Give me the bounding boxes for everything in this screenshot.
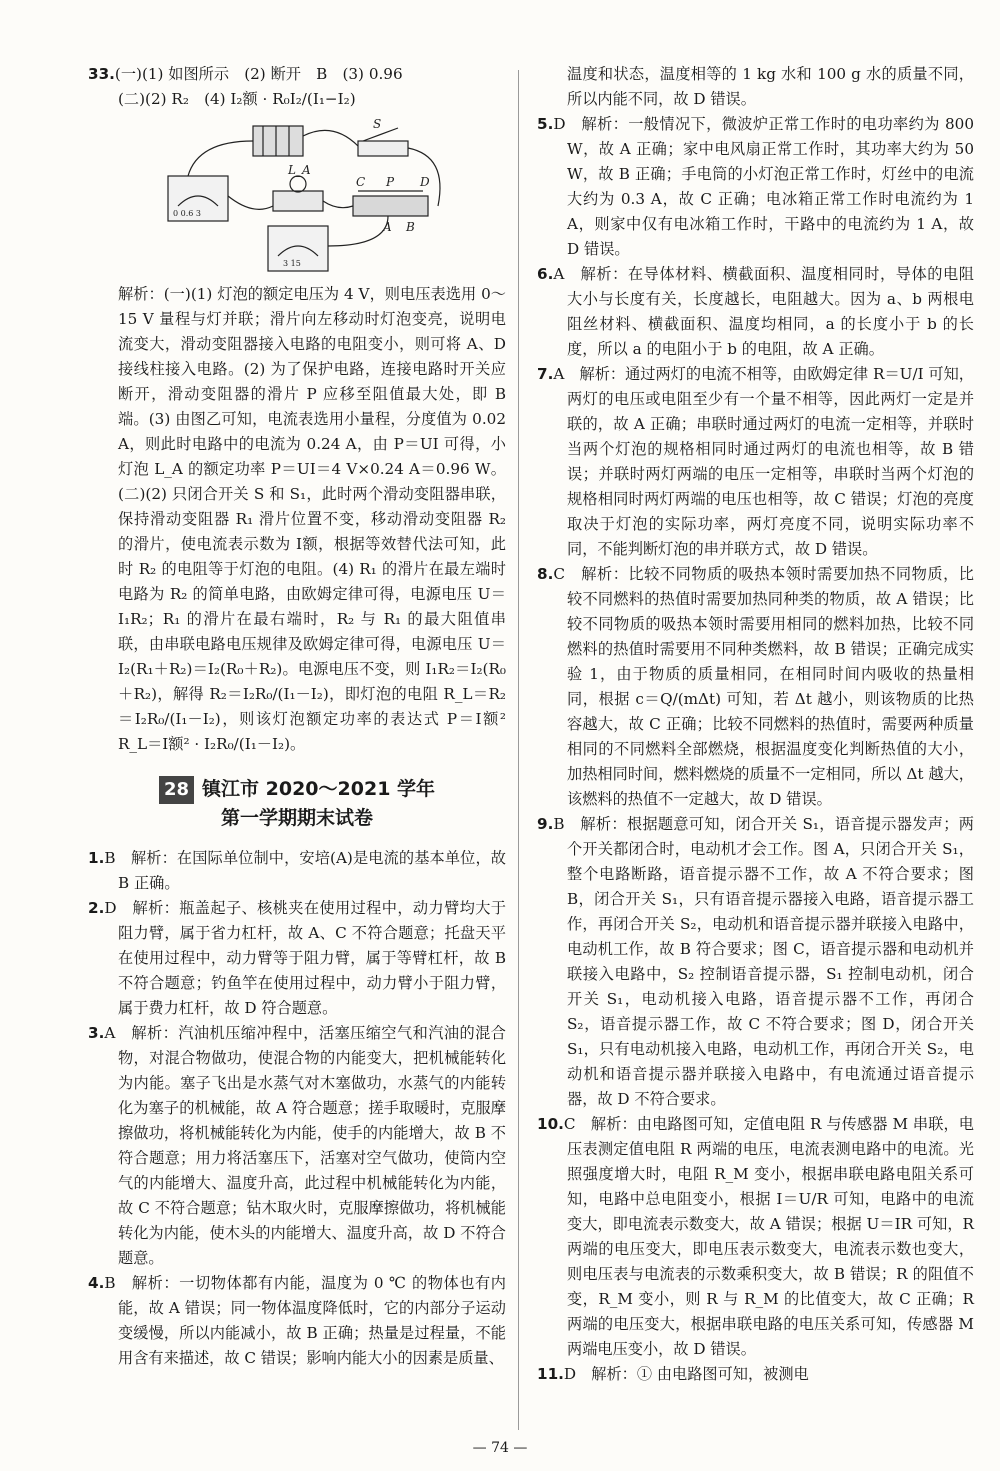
answer-33-line1: 33.(一)(1) 如图所示 (2) 断开 B (3) 0.96: [88, 65, 403, 83]
question-6: 6.A 解析：在导体材料、横截面积、温度相同时，导体的电阻大小与长度有关，长度越长，电阻越大。因为 a、b 两根电阻丝材料、横截面积、温度均相同，a 的长度小于 b 的长度，所以 a 的电阻小于 b 的电阻，故 A 正确。: [537, 265, 974, 358]
question-10: 10.C 解析：由电路图可知，定值电阻 R 与传感器 M 串联，电压表测定值电阻 R 两端的电压，电流表测电路中的电流。光照强度增大时，电阻 R_M 变小，根据串联电路电阻关系可知，电路中总电阻变小，根据 I＝U/R 可知，电路中的电流变大，即电流表示数变大，故 A 错误；根据 U＝IR 可知，R 两端的电压变大，即电压表示数变大，电流表示数也变大，则电压表与电流表的示数乘积变大，故 B 错误；R 的阻值不变，R_M 变小，则 R 与 R_M 的比值变大，故 C 正确；R 两端的电压变大，根据串联电路的电压关系可知，传感器 M 两端电压变小，故 D 错误。: [537, 1115, 974, 1358]
question-1: 1.B 解析：在国际单位制中，安培(A)是电流的基本单位，故 B 正确。: [88, 849, 506, 892]
label-d: D: [420, 175, 430, 189]
label-a: A: [383, 220, 392, 234]
lamp-icon: [273, 191, 323, 211]
label-la: L_A: [288, 163, 311, 177]
section-number: 28: [159, 776, 194, 804]
column-divider: [518, 70, 519, 1430]
answer-33-line2: (二)(2) R₂ (4) I₂额 · R₀I₂/(I₁−I₂): [118, 90, 356, 108]
page-number: — 74 —: [472, 1440, 528, 1456]
label-p: P: [386, 175, 395, 189]
left-column: [88, 62, 506, 1371]
rheostat-icon: [353, 196, 428, 216]
label-s: S: [373, 117, 382, 131]
section-title-line1: 镇江市 2020～2021 学年: [202, 778, 436, 800]
circuit-diagram: [158, 116, 458, 276]
section-heading: [88, 775, 506, 832]
label-b: B: [406, 220, 415, 234]
label-meter2: 3 15: [283, 259, 301, 268]
question-2: 2.D 解析：瓶盖起子、核桃夹在使用过程中，动力臂均大于阻力臂，属于省力杠杆，故 A、C 不符合题意；托盘天平在使用过程中，动力臂等于阻力臂，属于等臂杠杆，故 B 不符合题意；钓鱼竿在使用过程中，动力臂小于阻力臂，属于费力杠杆，故 D 符合题意。: [88, 899, 506, 1017]
section-title-line2: 第一学期期末试卷: [220, 807, 373, 829]
question-7: 7.A 解析：通过两灯的电流不相等，由欧姆定律 R＝U/I 可知，两灯的电压或电阻至少有一个量不相等，因此两灯一定是并联的，故 A 正确；串联时通过两灯的电流一定相等，并联时当两个灯泡的规格相同时通过两灯的电流也相等，故 B 错误；并联时两灯两端的电压一定相等，串联时当两个灯泡的规格相同时两灯两端的电压也相等，故 C 错误；灯泡的亮度取决于灯泡的实际功率，两灯亮度不同，说明实际功率不同，不能判断灯泡的串并联方式，故 D 错误。: [537, 365, 974, 558]
question-4: 4.B 解析：一切物体都有内能，温度为 0 ℃ 的物体也有内能，故 A 错误；同一物体温度降低时，它的内部分子运动变缓慢，所以内能减小，故 B 正确；热量是过程量，不能用含有来描述，故 C 错误；影响内能大小的因素是质量、: [88, 1274, 506, 1367]
question-5: 5.D 解析：一般情况下，微波炉正常工作时的电功率约为 800 W，故 A 正确；家中电风扇正常工作时，其功率大约为 50 W，故 B 正确；手电筒的小灯泡正常工作时，灯丝中的电流大约为 0.3 A，故 C 正确；电冰箱正常工作时电流约为 1 A，则家中仅有电冰箱工作时，干路中的电流约为 1 A，故 D 错误。: [537, 115, 974, 258]
right-column: [537, 62, 974, 1387]
circuit-svg: [158, 116, 458, 276]
battery-icon: [253, 126, 303, 156]
question-11: 11.D 解析：① 由电路图可知，被测电: [537, 1365, 809, 1383]
label-c: C: [356, 175, 366, 189]
question-3: 3.A 解析：汽油机压缩冲程中，活塞压缩空气和汽油的混合物，对混合物做功，使混合物的内能变大，把机械能转化为内能。塞子飞出是水蒸气对木塞做功，水蒸气的内能转化为塞子的机械能，故 A 符合题意；搓手取暖时，克服摩擦做功，将机械能转化为内能，使手的内能增大，故 B 不符合题意；用力将活塞压下，活塞对空气做功，使筒内空气的内能增大、温度升高，此过程中机械能转化为内能，故 C 不符合题意；钻木取火时，克服摩擦做功，将机械能转化为内能，使木头的内能增大、温度升高，故 D 不符合题意。: [88, 1024, 506, 1267]
switch-icon: [358, 141, 408, 156]
analysis-33: 解析：(一)(1) 灯泡的额定电压为 4 V，则电压表选用 0～15 V 量程与灯并联；滑片向左移动时灯泡变亮，说明电流变大，滑动变阻器接入电路的电阻变小，则可将 A、D 接线柱接入电路。(2) 为了保护电路，连接电路时开关应断开，滑动变阻器的滑片 P 应移至阻值最大处，即 B 端。(3) 由图乙可知，电流表选用小量程，分度值为 0.02 A，则此时电路中的电流为 0.24 A，由 P＝UI 可得，小灯泡 L_A 的额定功率 P＝UI＝4 V×0.24 A＝0.96 W。(二)(2) 只闭合开关 S 和 S₁，此时两个滑动变阻器串联，保持滑动变阻器 R₁ 滑片位置不变，移动滑动变阻器 R₂ 的滑片，使电流表示数为 I额，根据等效替代法可知，此时 R₂ 的电阻等于灯泡的电阻。(4) R₁ 的滑片在最左端时电路为 R₂ 的简单电路，由欧姆定律可得，电源电压 U＝I₁R₂；R₁ 的滑片在最右端时，R₂ 与 R₁ 的最大阻值串联，由串联电路电压规律及欧姆定律可得，电源电压 U＝I₂(R₁＋R₂)＝I₂(R₀＋R₂)。电源电压不变，则 I₁R₂＝I₂(R₀＋R₂)，解得 R₂＝I₂R₀/(I₁－I₂)，即灯泡的电阻 R_L＝R₂＝I₂R₀/(I₁－I₂)，则该灯泡额定功率的表达式 P＝I额² R_L＝I额² · I₂R₀/(I₁－I₂)。: [118, 285, 506, 753]
question-8: 8.C 解析：比较不同物质的吸热本领时需要加热不同物质，比较不同燃料的热值时需要加热同种类的物质，故 A 错误；比较不同物质的吸热本领时需要用相同的燃料加热，比较不同燃料的热值时需要用不同种类燃料，故 B 错误；正确完成实验 1，由于物质的质量相同，在相同时间内吸收的热量相同，根据 c＝Q/(mΔt) 可知，若 Δt 越小，则该物质的比热容越大，故 C 正确；比较不同燃料的热值时，需要两种质量相同的不同燃料全部燃烧，根据温度变化判断热值的大小，加热相同时间，燃料燃烧的质量不一定相同，所以 Δt 越大，该燃料的热值不一定越大，故 D 错误。: [537, 565, 974, 808]
question-9: 9.B 解析：根据题意可知，闭合开关 S₁，语音提示器发声；两个开关都闭合时，电动机才会工作。图 A，只闭合开关 S₁，整个电路断路，语音提示器不工作，故 A 不符合要求；图 B，闭合开关 S₁，只有语音提示器接入电路，语音提示器工作，再闭合开关 S₂，电动机和语音提示器并联接入电路中，电动机工作，故 B 符合要求；图 C，语音提示器和电动机并联接入电路中，S₂ 控制语音提示器，S₁ 控制电动机，闭合开关 S₁，电动机接入电路，语音提示器不工作，再闭合 S₂，语音提示器工作，故 C 不符合要求；图 D，闭合开关 S₁，只有电动机接入电路，电动机工作，再闭合开关 S₂，电动机和语音提示器并联接入电路中，有电流通过语音提示器，故 D 不符合要求。: [537, 815, 974, 1108]
label-meter1: 0 0.6 3: [173, 209, 201, 218]
question-4-continued: 温度和状态，温度相等的 1 kg 水和 100 g 水的质量不同，所以内能不同，故 D 错误。: [567, 65, 974, 108]
